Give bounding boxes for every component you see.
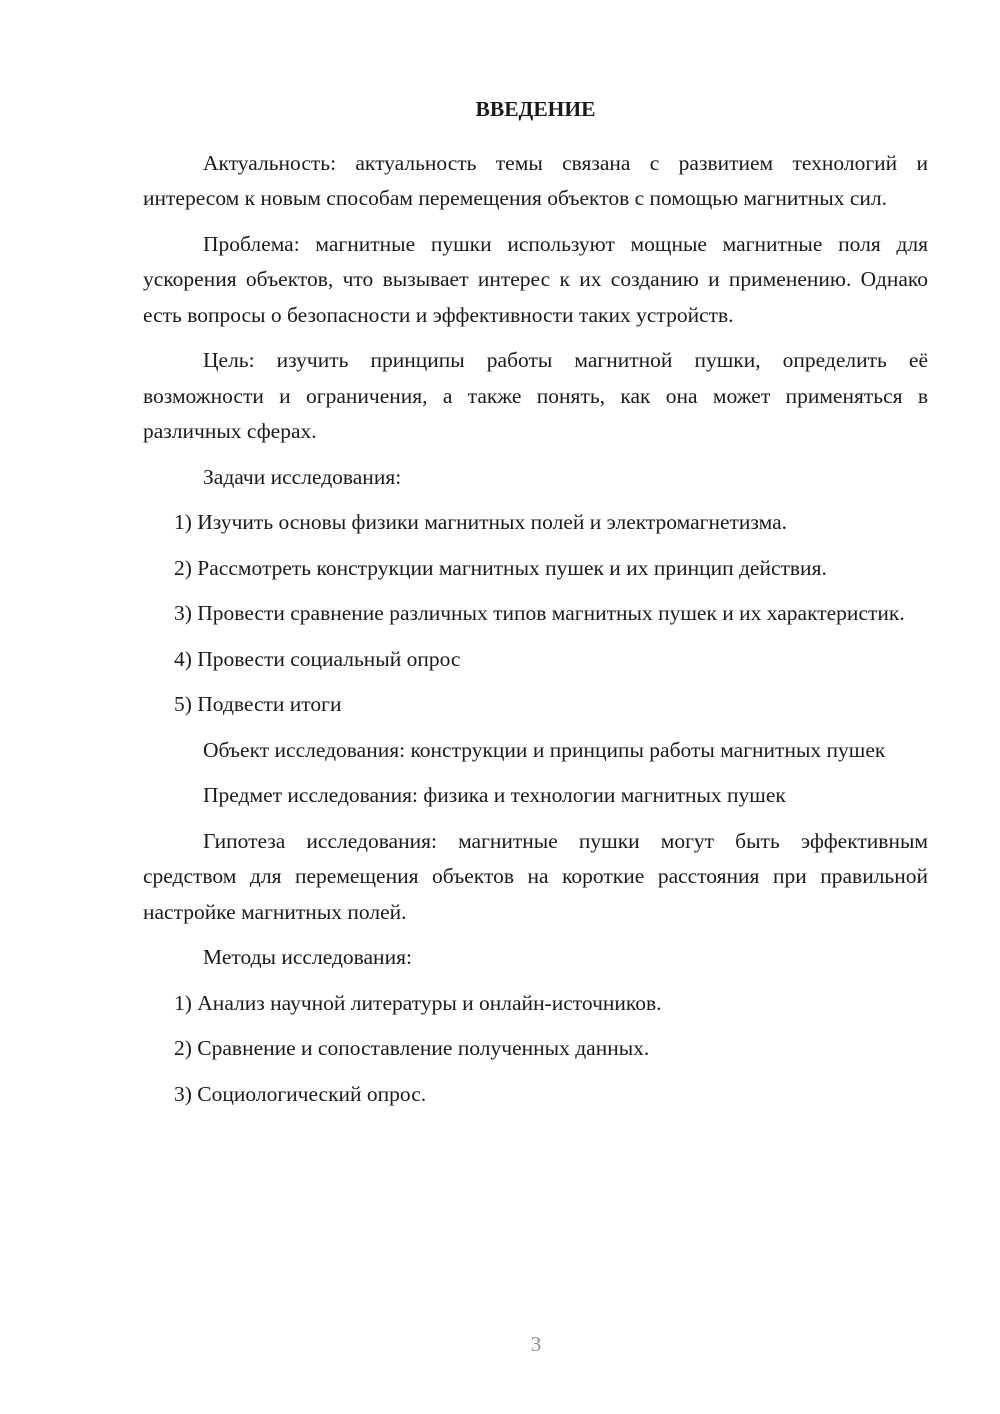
page-number: 3 — [530, 1332, 542, 1356]
task-item: 1) Изучить основы физики магнитных полей и электромагнетизма. — [174, 510, 787, 534]
method-item: 2) Сравнение и сопоставление полученных данных. — [174, 1036, 650, 1060]
page-content — [143, 92, 928, 1122]
task-item: 5) Подвести итоги — [174, 692, 342, 716]
task-item: 4) Провести социальный опрос — [174, 646, 461, 671]
goal-paragraph: Цель: изучить принципы работы магнитной пушки, определить её возможности и ограничения, а также понять, как она может применяться в различных сферах. — [143, 348, 928, 443]
section-title: ВВЕДЕНИЕ — [475, 97, 596, 121]
task-item: 3) Провести сравнение различных типов магнитных пушек и их характеристик. — [174, 601, 905, 625]
method-item: 1) Анализ научной литературы и онлайн-источников. — [174, 990, 662, 1015]
methods-heading: Методы исследования: — [203, 945, 412, 969]
task-item: 2) Рассмотреть конструкции магнитных пушек и их принцип действия. — [174, 555, 827, 580]
method-item: 3) Социологический опрос. — [174, 1081, 427, 1106]
research-object-paragraph: Объект исследования: конструкции и принципы работы магнитных пушек — [203, 737, 886, 762]
relevance-paragraph: Актуальность: актуальность темы связана с развитием технологий и интересом к новым способам перемещения объектов с помощью магнитных сил. — [143, 150, 928, 210]
tasks-heading: Задачи исследования: — [203, 464, 402, 489]
research-subject-paragraph: Предмет исследования: физика и технологии магнитных пушек — [203, 783, 786, 807]
hypothesis-paragraph: Гипотеза исследования: магнитные пушки могут быть эффективным средством для перемещения объектов на короткие расстояния при правильной настройке магнитных полей. — [143, 828, 928, 924]
problem-paragraph: Проблема: магнитные пушки используют мощные магнитные поля для ускорения объектов, что вызывает интерес к их созданию и применению. Однако есть вопросы о безопасности и эффективности таких устройств. — [143, 231, 928, 327]
